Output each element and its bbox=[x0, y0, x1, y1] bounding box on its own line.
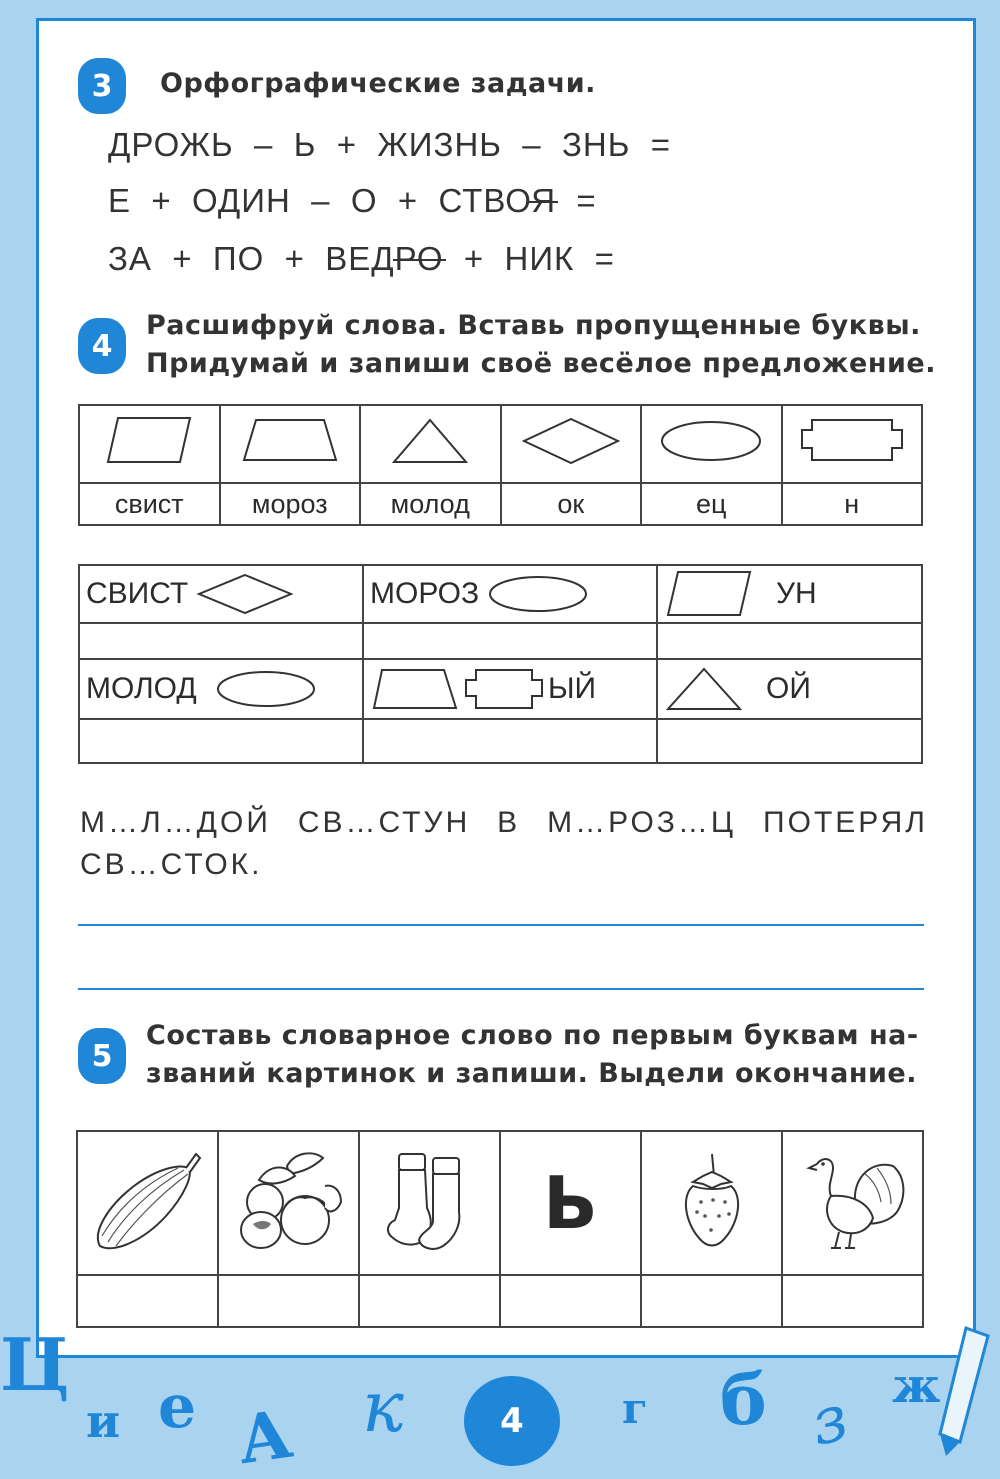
answer-cell[interactable] bbox=[782, 1275, 923, 1327]
answer-cell[interactable] bbox=[359, 1275, 500, 1327]
key-cell bbox=[220, 405, 361, 483]
equation-3 bbox=[108, 240, 615, 278]
key-word: ец bbox=[641, 483, 782, 525]
riddle-sentence: М…Л…ДОЙ СВ…СТУН В М…РОЗ…Ц ПОТЕРЯЛ СВ…СТОК. bbox=[80, 806, 928, 881]
hazelnuts-icon bbox=[229, 1146, 349, 1256]
picture-cell bbox=[500, 1131, 641, 1275]
diamond-icon bbox=[196, 572, 294, 616]
puzzle-cell bbox=[657, 659, 922, 719]
picture-table bbox=[76, 1130, 924, 1328]
key-word: н bbox=[782, 483, 923, 525]
picture-cell bbox=[218, 1131, 359, 1275]
task-5-title-line1: Составь словарное слово по первым буквам на- bbox=[146, 1020, 919, 1051]
equation-3-part-a: ЗА + ПО + ВЕД bbox=[108, 240, 395, 277]
answer-cell[interactable] bbox=[363, 719, 657, 763]
equation-1: ДРОЖЬ – Ь + ЖИЗНЬ – ЗНЬ = bbox=[108, 126, 671, 163]
equation-2 bbox=[108, 182, 597, 220]
notched-rect-icon bbox=[464, 666, 544, 712]
key-word: свист bbox=[79, 483, 220, 525]
picture-cell bbox=[641, 1131, 782, 1275]
zucchini-icon bbox=[88, 1146, 208, 1256]
ellipse-icon bbox=[659, 418, 763, 464]
diamond-icon bbox=[521, 416, 621, 466]
equation-2-part-b: = bbox=[556, 182, 597, 219]
ellipse-icon bbox=[215, 668, 317, 710]
task-5-badge: 5 bbox=[78, 1028, 126, 1084]
turkey-icon bbox=[793, 1146, 913, 1256]
equation-2-struck-letter: Я bbox=[531, 182, 557, 219]
trapezoid-icon bbox=[240, 416, 340, 466]
decor-letter: г bbox=[622, 1384, 648, 1433]
equation-3-struck-letters: РО bbox=[394, 240, 444, 277]
picture-cell bbox=[359, 1131, 500, 1275]
puzzle-text: МОЛОД bbox=[86, 672, 197, 705]
answer-cell[interactable] bbox=[79, 623, 363, 659]
answer-cell[interactable] bbox=[657, 623, 922, 659]
answer-cell[interactable] bbox=[79, 719, 363, 763]
puzzle-text: ОЙ bbox=[766, 672, 811, 705]
answer-cell[interactable] bbox=[657, 719, 922, 763]
notched-rect-icon bbox=[800, 416, 904, 466]
task-4-title-line2: Придумай и запиши своё весёлое предложение. bbox=[146, 348, 936, 379]
page-number: 4 bbox=[464, 1376, 560, 1466]
task-3-title: Орфографические задачи. bbox=[160, 68, 596, 99]
key-cell bbox=[360, 405, 501, 483]
puzzle-text: ЫЙ bbox=[548, 672, 597, 705]
task-3-badge: 3 bbox=[78, 58, 126, 114]
decor-letter: з bbox=[804, 1381, 855, 1461]
picture-cell bbox=[77, 1131, 218, 1275]
decor-letter: к bbox=[362, 1366, 404, 1448]
triangle-icon bbox=[390, 416, 470, 466]
parallelogram-icon bbox=[664, 570, 754, 618]
decor-letter: е bbox=[158, 1372, 197, 1442]
puzzle-text: МОРОЗ bbox=[370, 577, 480, 610]
key-word: молод bbox=[360, 483, 501, 525]
answer-cell[interactable] bbox=[218, 1275, 359, 1327]
cipher-key-table bbox=[78, 404, 923, 526]
puzzle-cell bbox=[363, 565, 657, 623]
answer-cell[interactable] bbox=[641, 1275, 782, 1327]
writing-line[interactable] bbox=[78, 988, 924, 990]
decor-letter: Ц bbox=[0, 1322, 70, 1407]
puzzle-cell bbox=[79, 565, 363, 623]
task-4-title-line1: Расшифруй слова. Вставь пропущенные буквы. bbox=[146, 310, 921, 341]
puzzle-cell bbox=[363, 659, 657, 719]
decor-letter: ж bbox=[892, 1358, 941, 1414]
key-cell bbox=[641, 405, 782, 483]
key-cell bbox=[79, 405, 220, 483]
task-4-badge: 4 bbox=[78, 318, 126, 374]
answer-cell[interactable] bbox=[500, 1275, 641, 1327]
trapezoid-icon bbox=[370, 666, 460, 712]
ellipse-icon bbox=[487, 573, 589, 615]
answer-cell[interactable] bbox=[77, 1275, 218, 1327]
writing-line[interactable] bbox=[78, 924, 924, 926]
key-cell bbox=[501, 405, 642, 483]
answer-cell[interactable] bbox=[363, 623, 657, 659]
equation-2-part-a: Е + ОДИН – О + СТВО bbox=[108, 182, 532, 219]
decor-letter: А bbox=[232, 1394, 297, 1479]
decor-letter: б bbox=[720, 1358, 767, 1441]
key-word: мороз bbox=[220, 483, 361, 525]
strawberry-icon bbox=[667, 1146, 757, 1256]
puzzle-text: СВИСТ bbox=[86, 577, 189, 610]
picture-cell bbox=[782, 1131, 923, 1275]
triangle-icon bbox=[664, 665, 744, 713]
task-5-title-line2: званий картинок и запиши. Выдели окончание. bbox=[146, 1058, 917, 1089]
equation-3-part-b: + НИК = bbox=[443, 240, 615, 277]
puzzle-cell bbox=[79, 659, 363, 719]
socks-icon bbox=[375, 1146, 485, 1256]
parallelogram-icon bbox=[104, 416, 194, 466]
puzzle-text: УН bbox=[776, 577, 817, 610]
cipher-puzzle-table bbox=[78, 564, 923, 764]
key-cell bbox=[782, 405, 923, 483]
soft-sign-letter: Ь bbox=[543, 1161, 598, 1245]
decor-letter: и bbox=[86, 1394, 121, 1448]
pencil-icon bbox=[930, 1322, 1000, 1460]
key-word: ок bbox=[501, 483, 642, 525]
puzzle-cell bbox=[657, 565, 922, 623]
